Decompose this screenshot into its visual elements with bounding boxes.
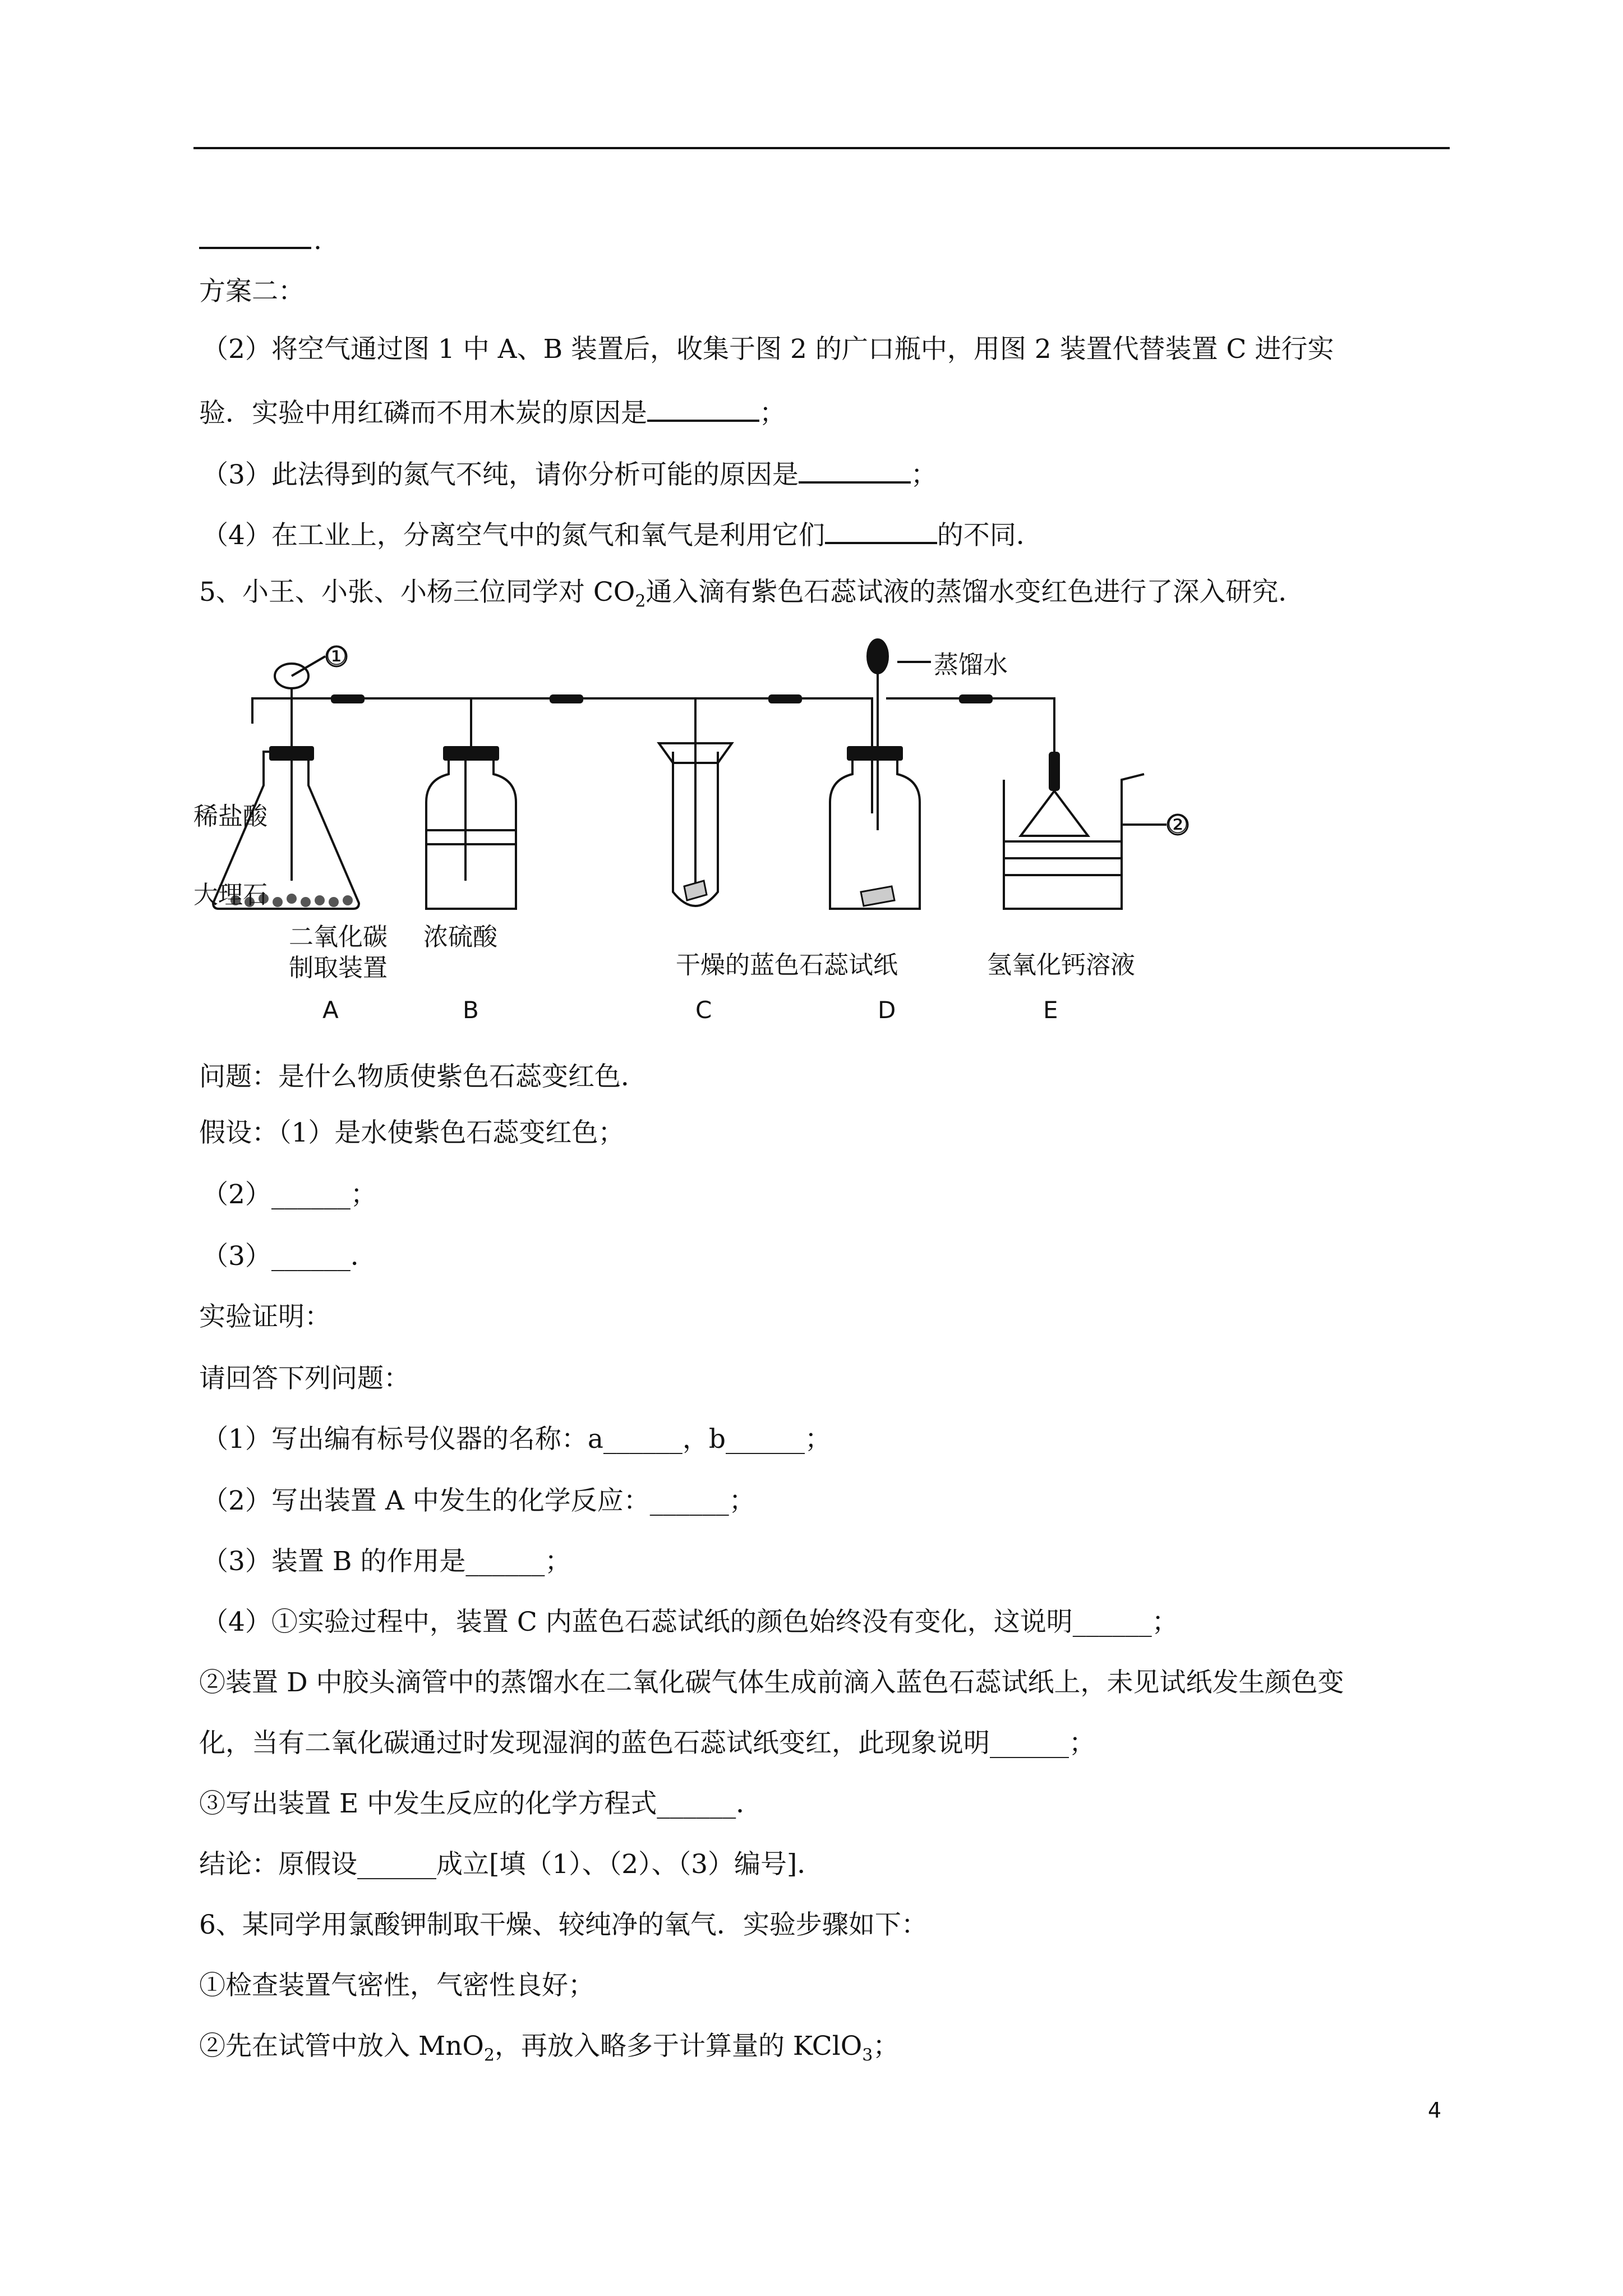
label-a-line2: 制取装置	[289, 954, 388, 982]
text-line: （1）写出编有标号仪器的名称：a______，b______；	[202, 1424, 832, 1455]
text-line: （4）①实验过程中，装置 C 内蓝色石蕊试纸的颜色始终没有变化，这说明______；	[202, 1607, 1178, 1637]
label-e: 氢氧化钙溶液	[987, 951, 1135, 979]
text-line: ③写出装置 E 中发生反应的化学方程式______．	[199, 1788, 763, 1819]
text-line: ②先在试管中放入 MnO$_2$，再放入略多于计算量的 KClO$_3$；	[199, 2031, 900, 2065]
text-line: （2）______；	[202, 1179, 377, 1210]
text-line: （2）写出装置 A 中发生的化学反应：______；	[202, 1485, 755, 1516]
text-line: 假设：（1）是水使紫色石蕊变红色；	[199, 1117, 625, 1148]
label-distilled-water: 蒸馏水	[934, 651, 1008, 679]
text-line: （3）此法得到的氮气不纯，请你分析可能的原因是 ；	[202, 454, 937, 492]
text-line: 请回答下列问题：	[199, 1363, 410, 1394]
header-rule	[193, 147, 1450, 149]
marker-2: ②	[1166, 811, 1189, 839]
text-line: 验．实验中用红磷而不用木炭的原因是 ；	[199, 393, 786, 430]
label-b: 浓硫酸	[423, 923, 497, 951]
answer-blank[interactable]	[199, 220, 311, 249]
label-marble: 大理石	[193, 881, 268, 909]
letter-a: A	[322, 996, 339, 1024]
text-line: ①检查装置气密性，气密性良好；	[199, 1970, 594, 2001]
letter-e: E	[1043, 996, 1058, 1024]
label-hcl: 稀盐酸	[193, 802, 268, 831]
question-5-stem: 5、小王、小张、小杨三位同学对 $CO_2$通入滴有紫色石蕊试液的蒸馏水变红色进行了深入研究．	[199, 577, 1305, 611]
text-line: 化，当有二氧化碳通过时发现湿润的蓝色石蕊试纸变红，此现象说明______；	[199, 1728, 1095, 1759]
text-line: .	[199, 220, 322, 257]
page-number: 4	[1428, 2098, 1442, 2123]
text-line: 实验证明：	[199, 1301, 331, 1332]
experiment-apparatus-figure	[193, 642, 1223, 1038]
text-line: ②装置 D 中胶头滴管中的蒸馏水在二氧化碳气体生成前滴入蓝色石蕊试纸上，未见试纸发生颜色变	[199, 1667, 1344, 1698]
text-line: （3）______．	[202, 1241, 377, 1272]
label-a-line1: 二氧化碳	[289, 923, 388, 951]
letter-c: C	[695, 996, 712, 1024]
text-line: 问题：是什么物质使紫色石蕊变红色．	[199, 1061, 647, 1092]
text-line: （3）装置 B 的作用是______；	[202, 1546, 571, 1577]
answer-blank[interactable]	[647, 393, 759, 422]
marker-1: ①	[325, 642, 348, 671]
text-line: （2）将空气通过图 1 中 A、B 装置后，收集于图 2 的广口瓶中，用图 2 装置代替装置 C 进行实	[202, 334, 1334, 365]
text-line: 6、某同学用氯酸钾制取干燥、较纯净的氧气．实验步骤如下：	[199, 1910, 928, 1940]
letter-d: D	[878, 996, 896, 1024]
label-cd: 干燥的蓝色石蕊试纸	[676, 951, 898, 979]
text-line: （4）在工业上，分离空气中的氮气和氧气是利用它们 的不同．	[202, 515, 1043, 553]
answer-blank[interactable]	[799, 454, 911, 484]
text-line: 方案二：	[199, 276, 305, 307]
answer-blank[interactable]	[825, 515, 937, 544]
text-line: 结论：原假设______成立[填（1）、（2）、（3）编号]．	[199, 1849, 824, 1880]
letter-b: B	[463, 996, 479, 1024]
